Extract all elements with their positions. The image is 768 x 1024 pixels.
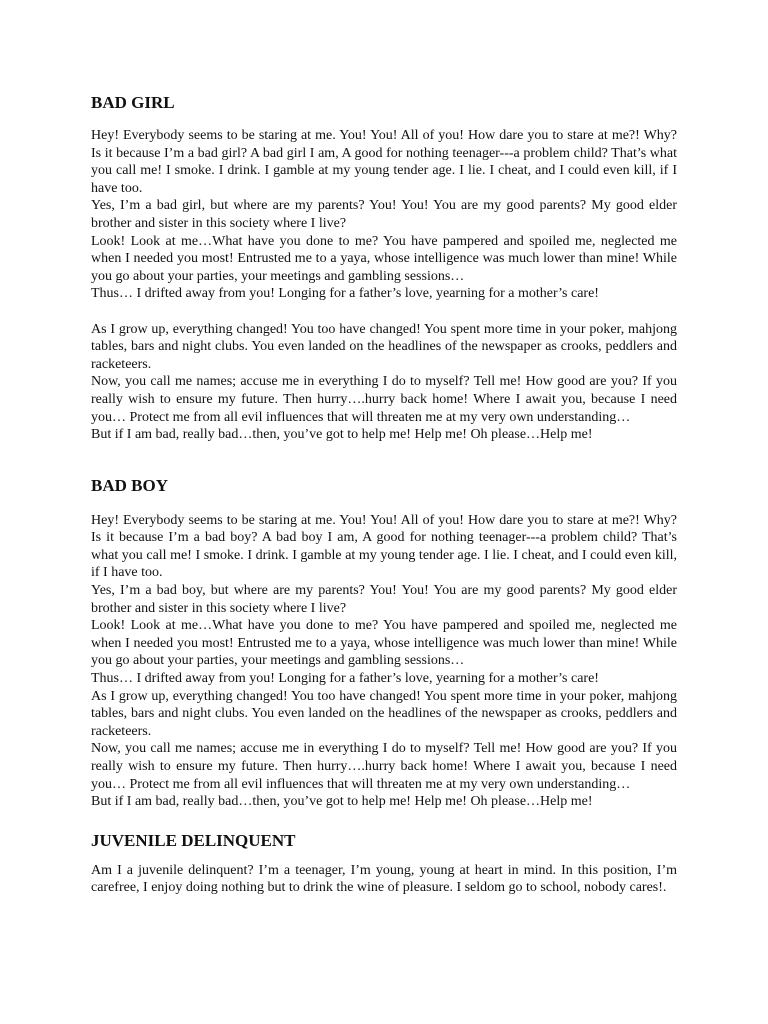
paragraph: Hey! Everybody seems to be staring at me. You! You! All of you! How dare you to stare at me?! Why? Is it because I’m a bad boy? A bad boy I am, A good for nothing teenager---a problem child? That’s what you call me! I smoke. I drink. I gamble at my young tender age. I lie. I cheat, and I could even kill, if I have too. (91, 512, 677, 581)
paragraph: Look! Look at me…What have you done to me? You have pampered and spoiled me, neglected me when I needed you most! Entrusted me to a yaya, whose intelligence was much lower than mine! While you go about your parties, your meetings and gambling sessions… (91, 233, 677, 284)
paragraph: Am I a juvenile delinquent? I’m a teenager, I’m young, young at heart in mind. In this position, I’m carefree, I enjoy doing nothing but to drink the wine of pleasure. I seldom go to school, nobody cares!. (91, 862, 677, 896)
spacer (91, 115, 677, 127)
paragraph: Yes, I’m a bad boy, but where are my parents? You! You! You are my good parents? My good elder brother and sister in this society where I live? (91, 583, 677, 616)
paragraph: Now, you call me names; accuse me in everything I do to myself? Tell me! How good are you? If you really wish to ensure my future. Then hurry….hurry back home! Where I await you, because I need you… Protect me from all evil influences that will threaten me at my very own understanding… (91, 374, 677, 425)
paragraph: As I grow up, everything changed! You too have changed! You spent more time in your poker, mahjong tables, bars and night clubs. You even landed on the headlines of the newspaper as crooks, peddlers and racketeers. (91, 688, 677, 739)
section-title-juvenile-delinquent: JUVENILE DELINQUENT (91, 830, 296, 850)
section-title-bad-boy: BAD BOY (91, 475, 168, 495)
section-title-bad-girl: BAD GIRL (91, 93, 175, 112)
spacer (91, 811, 677, 829)
spacer (91, 853, 677, 862)
paragraph: As I grow up, everything changed! You too have changed! You spent more time in your poker, mahjong tables, bars and night clubs. You even landed on the headlines of the newspaper as crooks, peddlers and racketeers. (91, 321, 677, 372)
paragraph: Yes, I’m a bad girl, but where are my parents? You! You! You are my good parents? My good elder brother and sister in this society where I live? (91, 198, 677, 231)
paragraph: Look! Look at me…What have you done to me? You have pampered and spoiled me, neglected me when I needed you most! Entrusted me to a yaya, whose intelligence was much lower than mine! While you go about your parties, your meetings and gambling sessions… (91, 618, 677, 669)
spacer (91, 303, 677, 321)
paragraph: Hey! Everybody seems to be staring at me. You! You! All of you! How dare you to stare at me?! Why? Is it because I’m a bad girl? A bad girl I am, A good for nothing teenager---a problem child? That’s what you call me! I smoke. I drink. I gamble at my young tender age. I lie. I cheat, and I could even kill, if I have too. (91, 128, 677, 196)
document-body (91, 91, 677, 897)
spacer (91, 498, 677, 512)
paragraph: Now, you call me names; accuse me in everything I do to myself? Tell me! How good are you? If you really wish to ensure my future. Then hurry….hurry back home! Where I await you, because I need you… Protect me from all evil influences that will threaten me at my very own understanding… (91, 741, 677, 792)
paragraph: Thus… I drifted away from you! Longing for a father’s love, yearning for a mother’s care! (91, 286, 599, 302)
paragraph: Thus… I drifted away from you! Longing for a father’s love, yearning for a mother’s care! (91, 671, 599, 687)
spacer (91, 444, 677, 474)
paragraph: But if I am bad, really bad…then, you’ve got to help me! Help me! Oh please…Help me! (91, 427, 593, 443)
paragraph: But if I am bad, really bad…then, you’ve got to help me! Help me! Oh please…Help me! (91, 794, 593, 810)
